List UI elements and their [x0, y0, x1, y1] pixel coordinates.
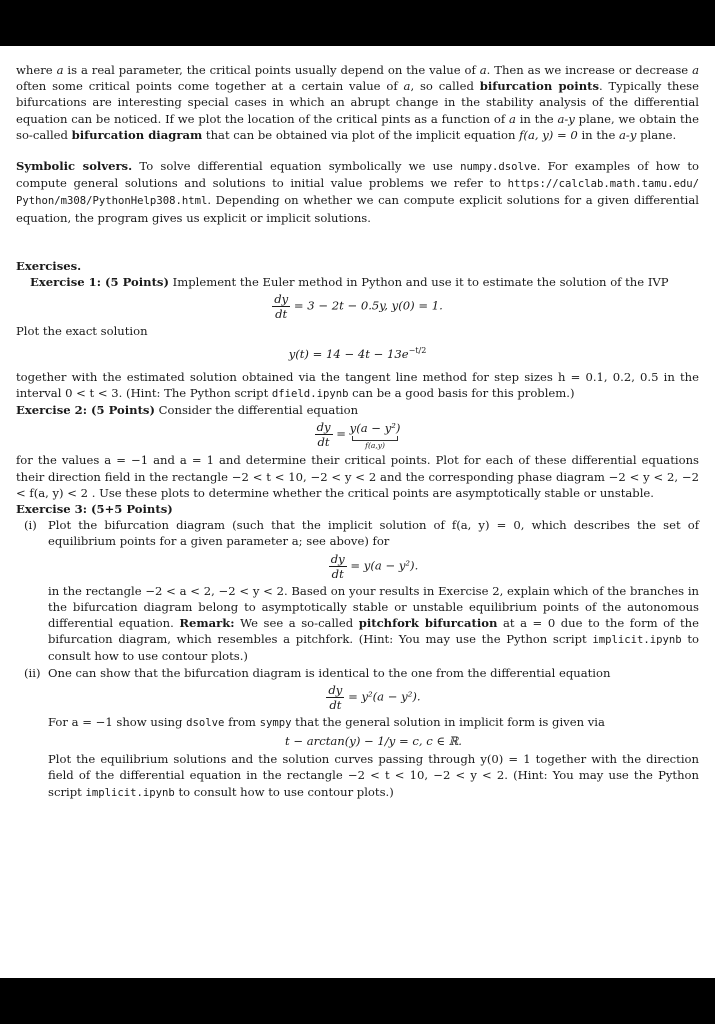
- ex3-part-i: (i) Plot the bifurcation diagram (such that the implicit solution of f(a, y) = 0, which describes the set of equilibrium points for a given parameter a; see above) for $\frac{dy}{dt}$ = y(a − y²). in the rectangle −2 < a < 2, −2 < y < 2. Based on your results in Exercise 2, explain which of the branches in the bifurcation diagram belong to asymptotically stable or unstable equilibrium points of the autonomous differential equation. Remark: We see a so-called pitchfork bifurcation at a = 0 due to the form of the bifurcation diagram, which resembles a pitchfork. (Hint: You may use the Python script implicit.ipynb to consult how to use contour plots.): [24, 518, 699, 664]
- exercise-1: Exercise 1: (5 Points) Implement the Euler method in Python and use it to estimate the solution of the IVP: [30, 275, 669, 290]
- ex1-exact-solution: $y(t) = 14 - 4t - 13e^{-t/2}$: [288, 346, 427, 362]
- ex2-body: for the values a = −1 and a = 1 and determine their critical points. Plot for each of these differential equations their direction field in the rectangle −2 < t < 10, −2 < y < 2 and the corresponding phase diagram −2 < y < 2, −2 < f(a, y) < 2 . Use these plots to determine whether the critical points are asymptotically stable or unstable.: [16, 453, 699, 500]
- reference-url[interactable]: https://calclab.math.tamu.edu/ Python/m308/PythonHelp308.html: [16, 178, 699, 208]
- ex1-after-text: together with the estimated solution obtained via the tangent line method for step sizes h = 0.1, 0.2, 0.5 in the interval 0 < t < 3. (Hint: The Python script dfield.ipynb can be a good basis for this problem.): [16, 369, 699, 400]
- intro-paragraph: where a is a real parameter, the critical points usually depend on the value of a. Then as we increase or decrease a often some critical points come together at a certain value of a, so called bifurcation points. Typically these bifurcations are interesting special cases in which an abrupt change in the stability analysis of the differential equation can be noticed. If we plot the location of the critical pints as a function of a in the a-y plane, we obtain the so-called bifurcation diagram that can be obtained via plot of the implicit equation f(a, y) = 0 in the a-y plane.: [16, 63, 700, 142]
- term-bifurcation-points: bifurcation points: [479, 79, 600, 94]
- exercise-1-label: Exercise 1: (5 Points): [30, 275, 169, 290]
- exercises-heading: Exercises.: [16, 258, 82, 273]
- document-page: [0, 46, 715, 978]
- exercise-3-label: Exercise 3: (5+5 Points): [16, 501, 173, 516]
- exercise-2: Exercise 2: (5 Points) Consider the differential equation: [16, 402, 359, 417]
- ex1-plot-text: Plot the exact solution: [16, 324, 148, 339]
- ex3-ii-equation: $\frac{dy}{dt}$ = y²(a − y²).: [328, 682, 421, 712]
- bottom-black-bar: [0, 978, 715, 1024]
- term-bifurcation-diagram: bifurcation diagram: [71, 127, 203, 142]
- code-dfield: dfield.ipynb: [271, 387, 349, 400]
- ex2-equation: $\frac{dy}{dt}$ = y(a − y²) f(a,y): [316, 420, 401, 451]
- symbolic-solvers-paragraph: Symbolic solvers. To solve differential equation symbolically we use numpy.dsolve. For examples of how to compute general solutions and solutions to initial value problems we refer to https://calclab.math.tamu.edu/ Python/m308/PythonHelp308.html. Depending on whether we can compute explicit solutions for a given differential equation, the program gives us explicit or implicit solutions.: [16, 159, 699, 225]
- ex3-implicit-solution: t − arctan(y) − 1/y = c, c ∈ ℝ.: [285, 733, 462, 748]
- code-dsolve: numpy.dsolve: [460, 161, 537, 174]
- symbolic-heading: Symbolic solvers.: [16, 159, 133, 174]
- ex3-i-equation: $\frac{dy}{dt}$ = y(a − y²).: [330, 551, 419, 581]
- code-implicit: implicit.ipynb: [592, 634, 682, 647]
- top-black-bar: [0, 0, 715, 46]
- underbrace: y(a − y²) f(a,y): [349, 421, 401, 451]
- exercise-3: [16, 501, 699, 517]
- exercise-2-label: Exercise 2: (5 Points): [16, 402, 155, 417]
- ex1-ivp-equation: $\frac{dy}{dt}$ = 3 − 2t − 0.5y, y(0) = 1.: [274, 292, 443, 322]
- ex3-part-ii: (ii) One can show that the bifurcation diagram is identical to the one from the differential equation $\frac{dy}{dt}$ = y²(a − y²). For a = −1 show using dsolve from sympy that the general solution in implicit form is given via t − arctan(y) − 1/y = c, c ∈ ℝ. Plot the equilibrium solutions and the solution curves passing through y(0) = 1 together with the direction field of the differential equation in the rectangle −2 < t < 10, −2 < y < 2. (Hint: You may use the Python script implicit.ipynb to consult how to use contour plots.): [24, 665, 699, 799]
